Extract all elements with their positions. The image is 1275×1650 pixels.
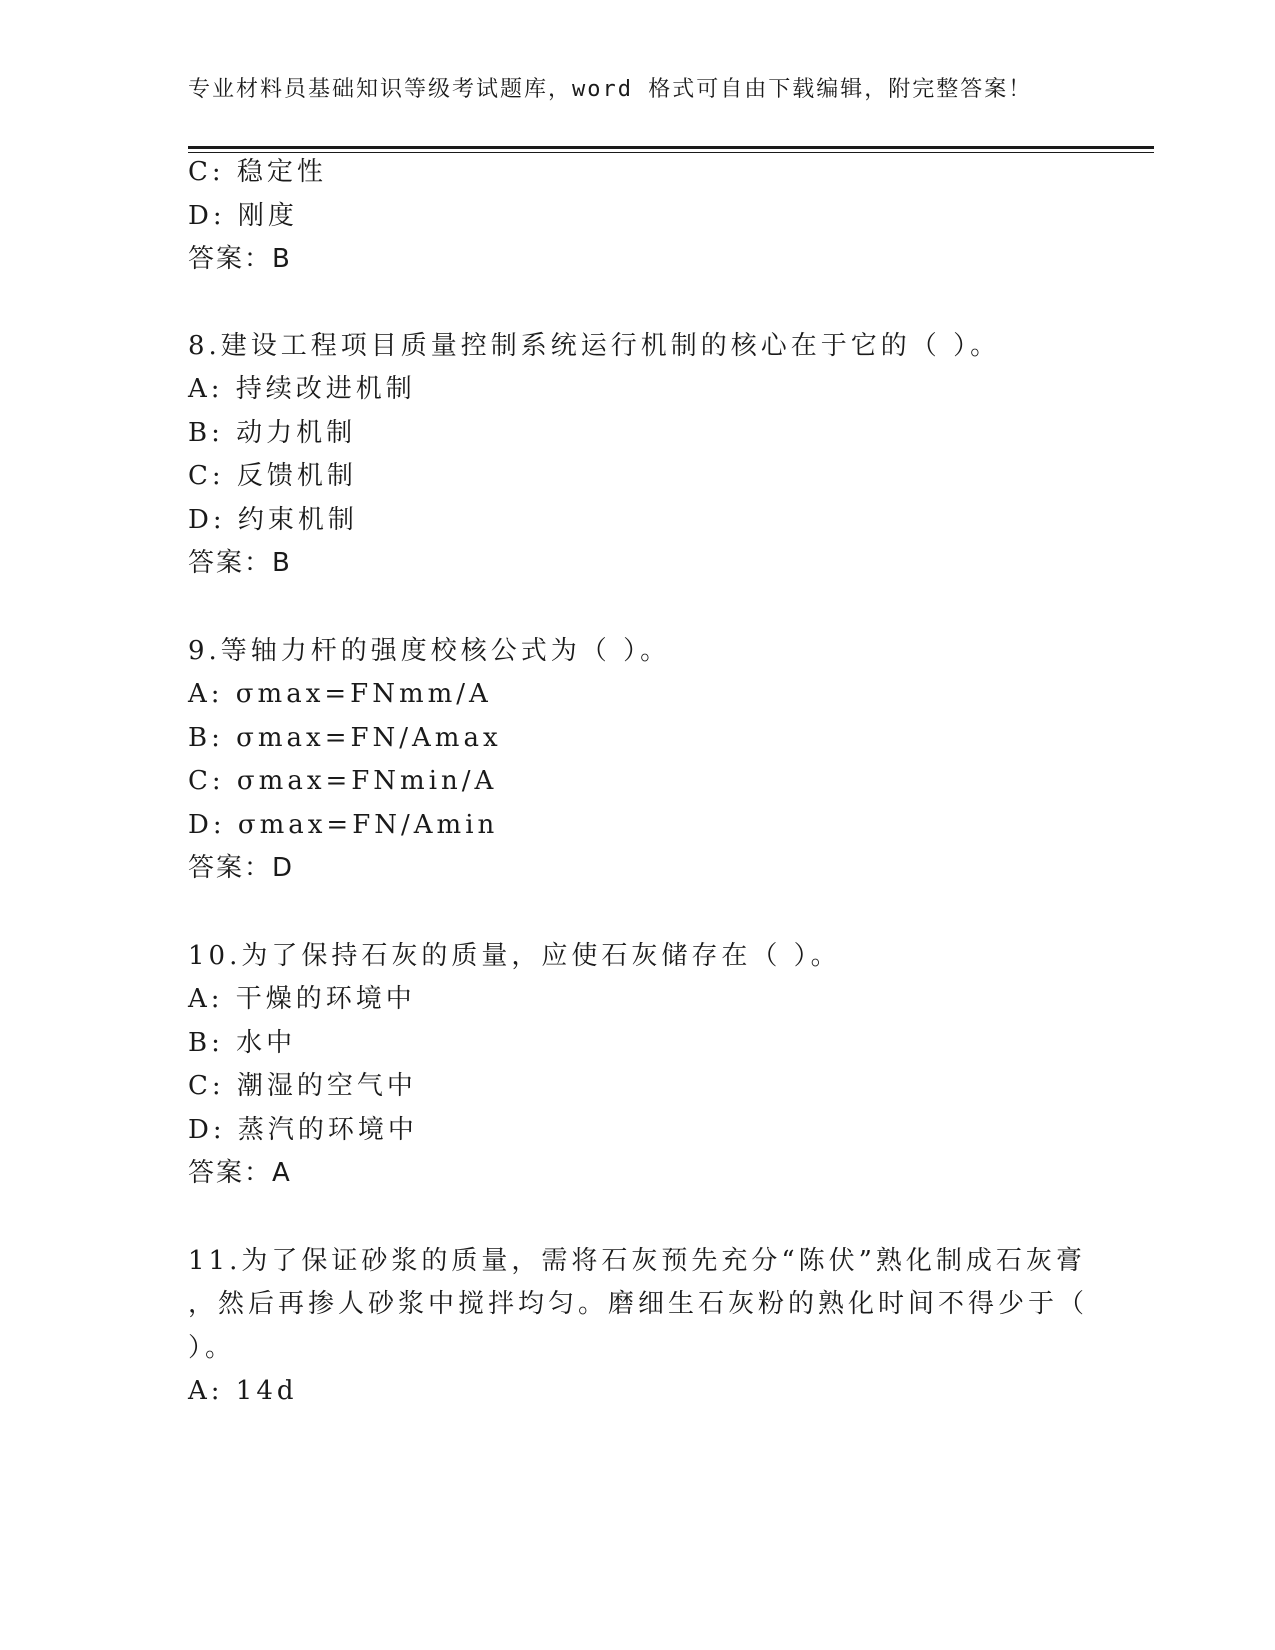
option-c: C: 潮湿的空气中	[188, 1071, 417, 1101]
answer: 答案：B	[188, 244, 292, 274]
option-b: B: σmax=FN/Amax	[188, 723, 502, 753]
option-a: A: 持续改进机制	[188, 374, 416, 404]
option-a: A: 14d	[188, 1376, 298, 1406]
page-header: 专业材料员基础知识等级考试题库，word 格式可自由下载编辑，附完整答案！	[188, 77, 1033, 102]
question-9: 9.等轴力杆的强度校核公式为（ ）。	[188, 636, 671, 666]
answer: 答案：B	[188, 548, 292, 578]
question-8: 8.建设工程项目质量控制系统运行机制的核心在于它的（ ）。	[188, 331, 1001, 361]
option-c: C: 反馈机制	[188, 461, 357, 491]
answer: 答案：A	[188, 1158, 292, 1188]
option-a: A: σmax=FNmm/A	[188, 679, 492, 709]
question-11-line-2: ，然后再掺人砂浆中搅拌均匀。磨细生石灰粉的熟化时间不得少于（	[188, 1289, 1089, 1319]
question-11-line-1: 11.为了保证砂浆的质量，需将石灰预先充分“陈伏”熟化制成石灰膏	[188, 1246, 1086, 1276]
header-rule-thin	[188, 152, 1154, 153]
option-d: D: σmax=FN/Amin	[188, 810, 499, 840]
question-11-line-3: ）。	[188, 1333, 236, 1363]
question-10: 10.为了保持石灰的质量，应使石灰储存在（ ）。	[188, 941, 841, 971]
option-b: B: 水中	[188, 1028, 297, 1058]
option-d: D: 蒸汽的环境中	[188, 1115, 418, 1145]
answer: 答案：D	[188, 853, 295, 883]
option-d: D: 约束机制	[188, 505, 358, 535]
header-rule-thick	[188, 146, 1154, 149]
option-b: B: 动力机制	[188, 418, 357, 448]
option-d: D: 刚度	[188, 201, 298, 231]
option-c: C: 稳定性	[188, 157, 327, 187]
option-a: A: 干燥的环境中	[188, 984, 416, 1014]
option-c: C: σmax=FNmin/A	[188, 766, 498, 796]
